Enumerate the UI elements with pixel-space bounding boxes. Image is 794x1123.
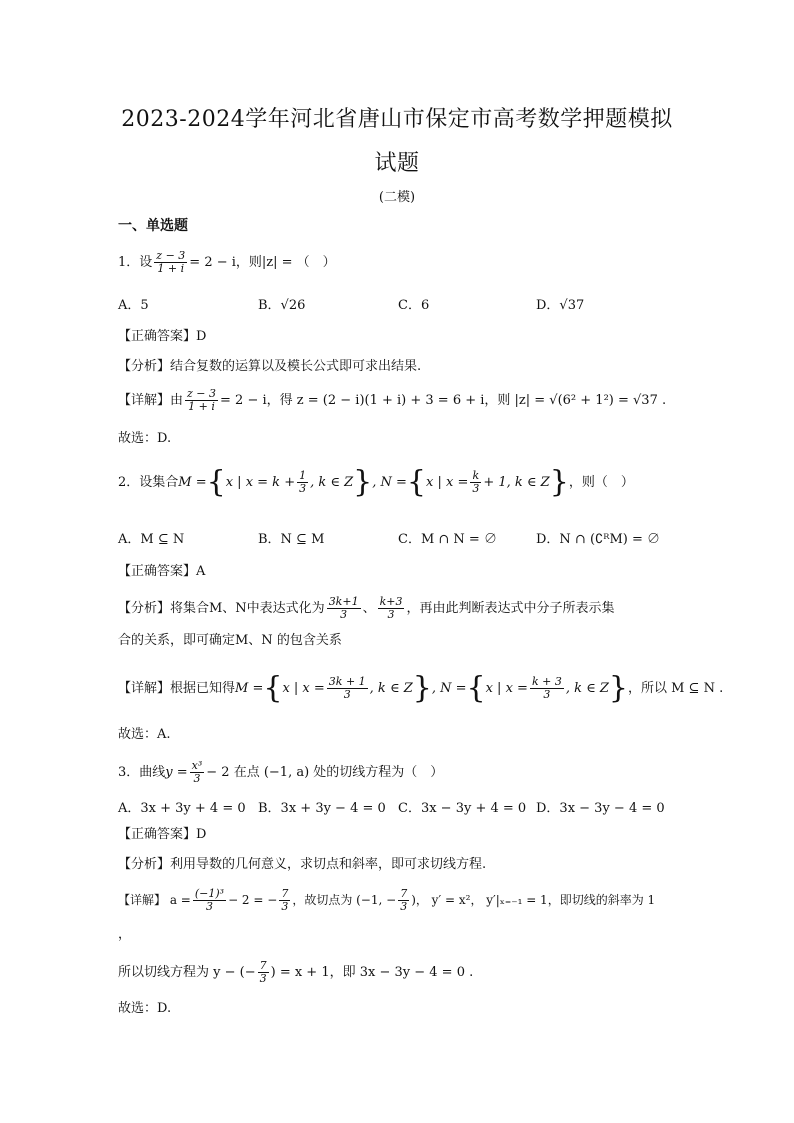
q1-prefix: 1．设 [118,255,153,270]
q3-detail: 【详解】 a = $\frac{\text{(−1)³}}{3}$ − 2 = − $\frac{7}{3}$ ，故切点为 (−1, − $\frac{7}{3}$ )， y′ = x²， y′|ₓ₌₋₁ = 1，即切线的斜率为 1 [118,887,656,913]
q3-option-a: A．3x + 3y + 4 = 0 [118,801,246,816]
q1-analysis: 【分析】结合复数的运算以及模长公式即可求出结果. [118,359,422,374]
q3-answer: 【正确答案】D [118,827,207,842]
q1-stem [118,250,336,275]
q3-stem: 3．曲线y = $\frac{\text{x³}}{3}$ − 2 在点 (−1, a) 处的切线方程为（ ） [118,759,444,785]
section-heading: 一、单选题 [118,218,188,234]
q2-choose: 故选：A. [118,727,171,742]
q3-detail-comma: ， [118,927,132,942]
document-title-line1: 2023-2024学年河北省唐山市保定市高考数学押题模拟 [121,107,673,132]
q2-option-b: B．N ⊆ M [258,532,325,547]
q2-analysis: 【分析】将集合M、N中表达式化为 $\frac{3k+1}{3}$ 、 $\frac{k+3}{3}$ ，再由此判断表达式中分子所表示集 [118,595,615,621]
q1-option-b: B．√26 [258,298,306,313]
q1-option-d: D．√37 [536,298,585,313]
q2-option-c: C．M ∩ N = ∅ [398,532,497,547]
q1-rest: = 2 − i，则|z| = （ ） [189,255,336,270]
q1-option-c: C．6 [398,298,430,313]
document-title-line2: 试题 [374,151,420,176]
q3-detail-line2: 所以切线方程为 y − (− $\frac{7}{3}$ ) = x + 1，即 3x − 3y − 4 = 0 . [118,959,474,985]
q1-detail: 【详解】由 $\frac{z - 3}{1 + i}$ = 2 − i，得 z = (2 − i)(1 + i) + 3 = 6 + i，则 |z| = √(6² + 1²) = √37 . [118,387,667,413]
q1-answer: 【正确答案】D [118,329,207,344]
q2-analysis-line2: 合的关系，即可确定M、N 的包含关系 [118,633,342,648]
q1-detail-fraction: $\frac{z - 3}{1 + i}$ [187,387,217,413]
q1-choose: 故选：D. [118,431,172,446]
q3-choose: 故选：D. [118,1001,172,1016]
q1-fraction: $\frac{z - 3}{1 + i}$ [156,249,186,275]
q2-answer: 【正确答案】A [118,564,206,579]
q3-option-b: B．3x + 3y − 4 = 0 [258,801,386,816]
q2-option-d: D．N ∩ (∁ᴿM) = ∅ [536,532,661,547]
q3-option-d: D．3x − 3y − 4 = 0 [536,801,665,816]
q2-stem: 2．设集合M ={x | x = k + $\frac{1}{3}$ , k ∈ Z}, N ={x | x = $\frac{k}{3}$ + 1, k ∈ Z}，则（ ） [118,464,634,500]
q1-option-a: A．5 [118,298,149,313]
q2-detail: 【详解】根据已知得M ={x | x = $\frac{3k + 1}{3}$ , k ∈ Z}, N ={x | x = $\frac{k + 3}{3}$ , k ∈ Z}，所以 M ⊆ N . [118,670,724,706]
q3-option-c: C．3x − 3y + 4 = 0 [398,801,527,816]
q2-option-a: A．M ⊆ N [118,532,185,547]
q3-analysis: 【分析】利用导数的几何意义，求切点和斜率，即可求切线方程. [118,857,487,872]
document-subtitle: (二模) [378,190,416,205]
